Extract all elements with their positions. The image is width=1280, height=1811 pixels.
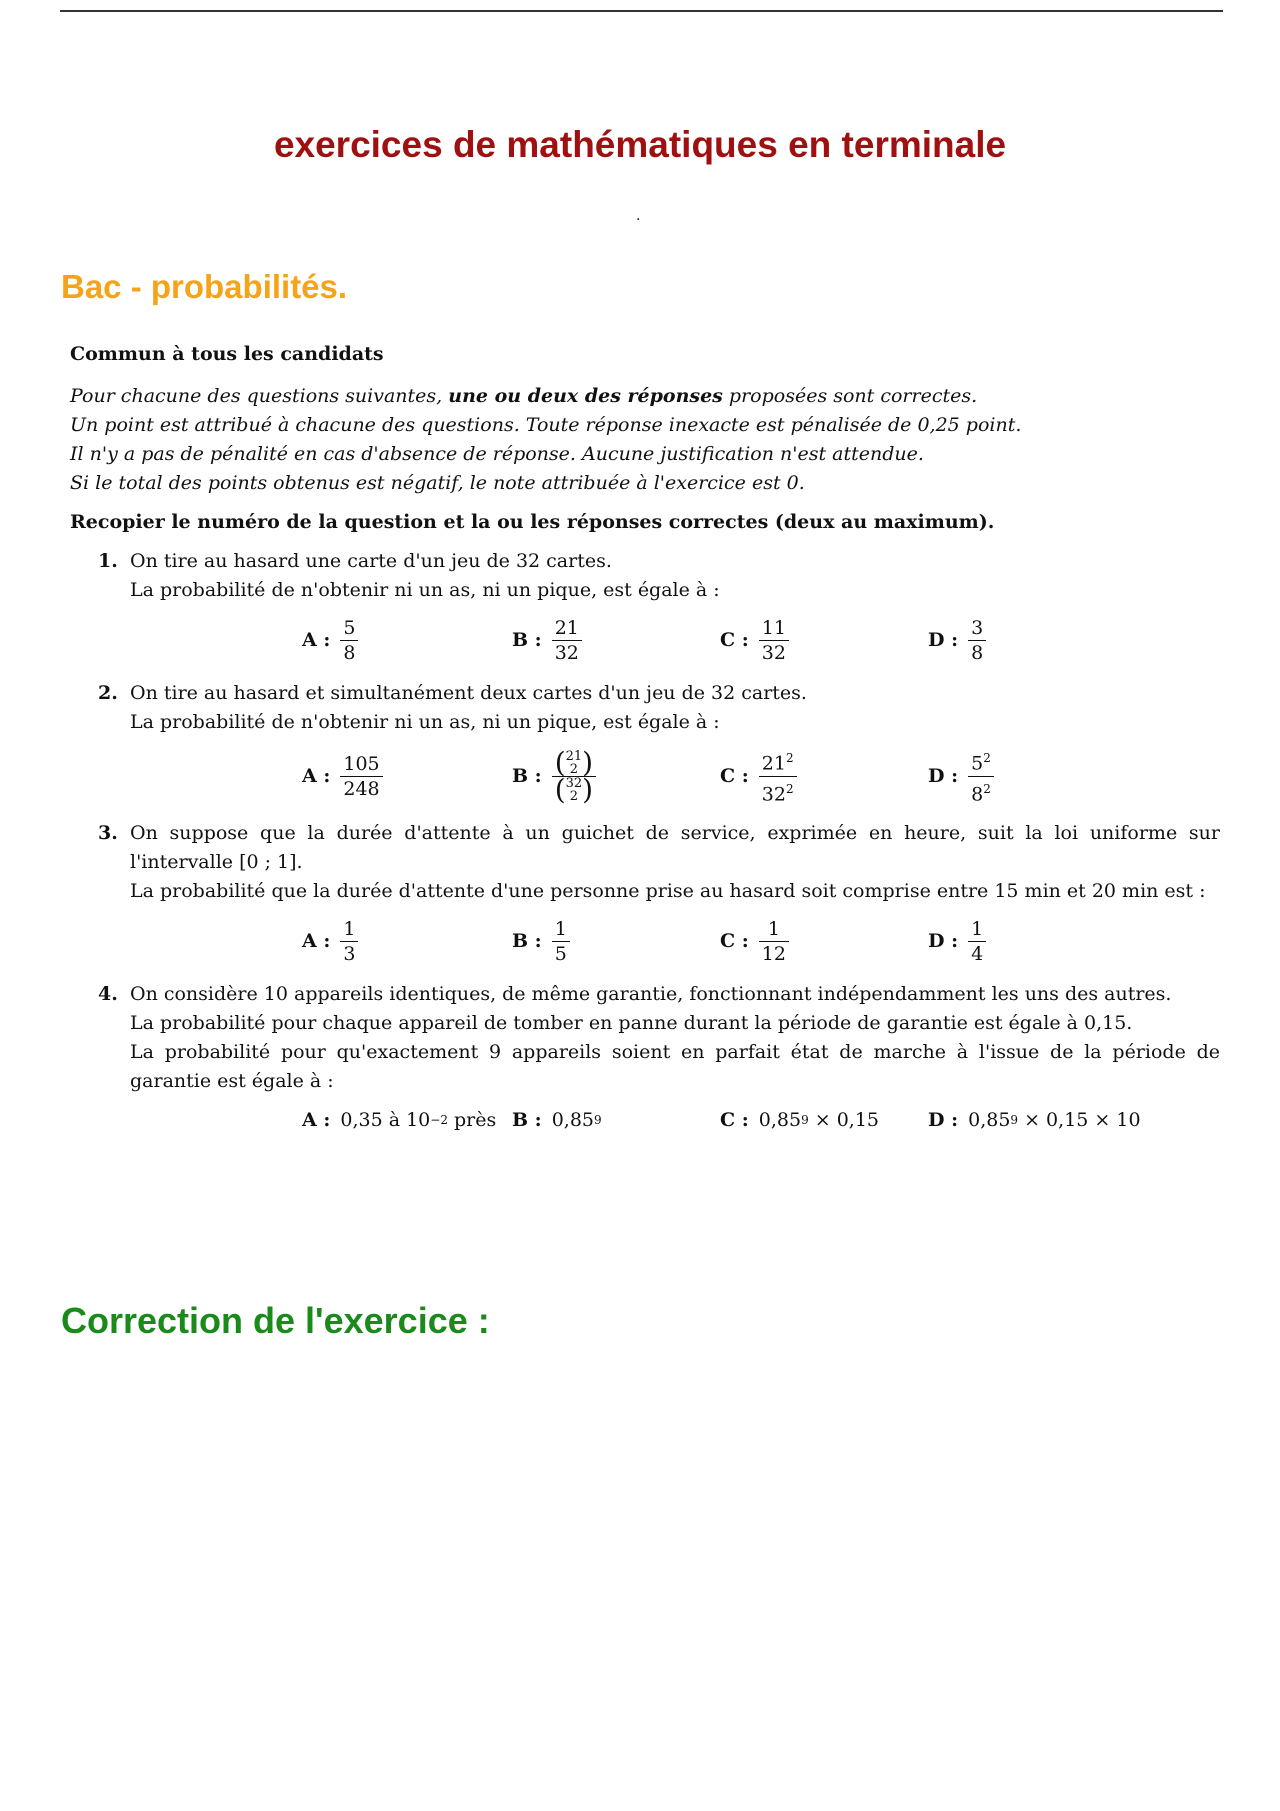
question-text: On suppose que la durée d'attente à un guichet de service, exprimée en heure, suit la loi uniforme sur l'intervalle [0 ; 1]. — [130, 822, 1220, 873]
fraction: $\frac{1}{12}$ — [759, 917, 789, 966]
answer-b: B : 0,85 9 — [512, 1108, 602, 1131]
intro-line-2: Un point est attribué à chacune des questions. Toute réponse inexacte est pénalisée de 0,25 point. — [70, 414, 1022, 436]
answer-row — [130, 611, 1220, 669]
answer-b: B : $\frac{21}{32}$ — [512, 611, 582, 669]
answer-b: B : $\frac{1}{5}$ — [512, 912, 570, 970]
fraction: $\frac{1}{3}$ — [340, 917, 358, 966]
question-number: 4. — [98, 983, 118, 1005]
question-4 — [70, 980, 1220, 1138]
question-text: La probabilité de n'obtenir ni un as, ni un pique, est égale à : — [130, 711, 720, 733]
answer-row — [130, 1102, 1220, 1138]
question-text: La probabilité que la durée d'attente d'une personne prise au hasard soit comprise entre 15 min et 20 min est : — [130, 880, 1206, 902]
common-heading: Commun à tous les candidats — [70, 343, 384, 365]
question-text: La probabilité pour chaque appareil de tomber en panne durant la période de garantie est égale à 0,15. — [130, 1012, 1133, 1034]
intro-paragraph — [70, 382, 1220, 498]
question-text: La probabilité pour qu'exactement 9 appareils soient en parfait état de marche à l'issue de la période de garantie est égale à : — [130, 1041, 1220, 1092]
question-text: On tire au hasard et simultanément deux cartes d'un jeu de 32 cartes. — [130, 682, 807, 704]
question-text: On tire au hasard une carte d'un jeu de 32 cartes. — [130, 550, 612, 572]
answer-c: C : $\frac{11}{32}$ — [720, 611, 789, 669]
answer-a: A : $\frac{5}{8}$ — [302, 611, 358, 669]
fraction: $\frac{3}{8}$ — [968, 616, 986, 665]
answer-d: D : $\frac{3}{8}$ — [928, 611, 986, 669]
fraction: $\frac{5}{8}$ — [340, 616, 358, 665]
question-1 — [70, 547, 1220, 669]
fraction: $\frac{105}{248}$ — [340, 752, 382, 801]
answer-a: A : $\frac{105}{248}$ — [302, 743, 383, 809]
question-2 — [70, 679, 1220, 809]
fraction: $\frac{21^2}{32^2}$ — [759, 746, 797, 806]
intro-line-4: Si le total des points obtenus est négatif, le note attribuée à l'exercice est 0. — [70, 472, 805, 494]
answer-d: D : 0,85 9 × 0,15 × 10 — [928, 1108, 1141, 1131]
answer-c: C : $\frac{21^2}{32^2}$ — [720, 743, 797, 809]
intro-line-3: Il n'y a pas de pénalité en cas d'absence de réponse. Aucune justification n'est attendue. — [70, 443, 924, 465]
answer-d: D : $\frac{1}{4}$ — [928, 912, 986, 970]
instruction: Recopier le numéro de la question et la ou les réponses correctes (deux au maximum). — [70, 511, 995, 533]
question-number: 3. — [98, 822, 118, 844]
answer-row — [130, 743, 1220, 809]
question-number: 2. — [98, 682, 118, 704]
answer-a: A : $\frac{1}{3}$ — [302, 912, 358, 970]
question-text: On considère 10 appareils identiques, de même garantie, fonctionnant indépendamment les uns des autres. — [130, 983, 1172, 1005]
page-title: exercices de mathématiques en terminale — [273, 124, 1007, 165]
section-title: Bac - probabilités. — [61, 268, 348, 305]
dot-marker: . — [636, 208, 641, 224]
exercise-statement — [70, 340, 1220, 1138]
top-rule — [60, 10, 1223, 12]
fraction: $\frac{1}{4}$ — [968, 917, 986, 966]
fraction: $\frac{11}{32}$ — [759, 616, 789, 665]
answer-d: D : $\frac{5^2}{8^2}$ — [928, 743, 994, 809]
fraction: $\frac{5^2}{8^2}$ — [968, 746, 994, 806]
intro-line-1: Pour chacune des questions suivantes, une ou deux des réponses proposées sont correctes. — [70, 385, 978, 407]
answer-c: C : 0,85 9 × 0,15 — [720, 1108, 880, 1131]
question-text: La probabilité de n'obtenir ni un as, ni un pique, est égale à : — [130, 579, 720, 601]
fraction: $\frac{1}{5}$ — [552, 917, 570, 966]
fraction: $\frac{21}{32}$ — [552, 616, 582, 665]
answer-row — [130, 912, 1220, 970]
answer-a: A : 0,35 à 10 −2 près — [302, 1108, 497, 1131]
question-number: 1. — [98, 550, 118, 572]
answer-b: B : ( 21 2 ) ( 32 2 ) — [512, 743, 596, 809]
correction-title: Correction de l'exercice : — [61, 1300, 490, 1341]
binomial-fraction: ( 21 2 ) ( 32 2 ) — [552, 750, 596, 803]
question-3 — [70, 819, 1220, 970]
answer-c: C : $\frac{1}{12}$ — [720, 912, 789, 970]
